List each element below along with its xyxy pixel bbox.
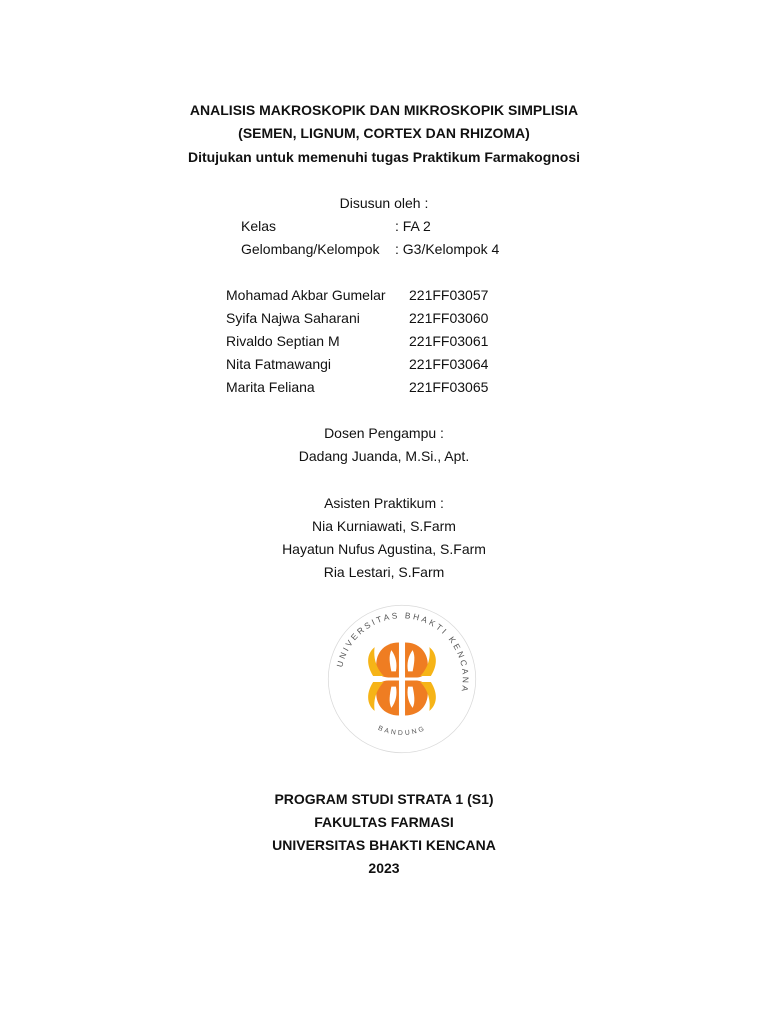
logo-bottom-text: BANDUNG xyxy=(376,724,428,737)
member-name: Rivaldo Septian M xyxy=(226,333,340,349)
footer-program: PROGRAM STUDI STRATA 1 (S1) xyxy=(274,791,494,807)
kelas-value: : FA 2 xyxy=(395,218,431,234)
member-name: Syifa Najwa Saharani xyxy=(226,310,360,326)
member-nim: 221FF03061 xyxy=(409,333,489,349)
logo-ring-text: UNIVERSITAS BHAKTI KENCANA xyxy=(334,610,471,695)
member-nim: 221FF03057 xyxy=(409,287,489,303)
member-nim: 221FF03064 xyxy=(409,356,489,372)
member-nim: 221FF03065 xyxy=(409,379,489,395)
authors-heading: Disusun oleh : xyxy=(339,195,429,211)
gelombang-value: : G3/Kelompok 4 xyxy=(395,241,500,257)
assistant-name: Nia Kurniawati, S.Farm xyxy=(312,518,456,534)
assistants-heading: Asisten Praktikum : xyxy=(324,495,444,511)
logo-emblem xyxy=(368,643,436,716)
footer-faculty: FAKULTAS FARMASI xyxy=(314,814,454,830)
member-name: Nita Fatmawangi xyxy=(226,356,332,372)
footer-university: UNIVERSITAS BHAKTI KENCANA xyxy=(272,837,496,853)
footer-year: 2023 xyxy=(368,860,400,876)
lecturer-heading: Dosen Pengampu : xyxy=(324,425,444,441)
title-line-3: Ditujukan untuk memenuhi tugas Praktikum Farmakognosi xyxy=(187,149,581,165)
title-line-1: ANALISIS MAKROSKOPIK DAN MIKROSKOPIK SIMPLISIA xyxy=(189,102,579,118)
lecturer-name: Dadang Juanda, M.Si., Apt. xyxy=(298,448,470,464)
member-name: Marita Feliana xyxy=(226,379,315,395)
member-name: Mohamad Akbar Gumelar xyxy=(226,287,386,303)
title-line-2: (SEMEN, LIGNUM, CORTEX DAN RHIZOMA) xyxy=(238,125,530,141)
gelombang-label: Gelombang/Kelompok xyxy=(241,241,380,257)
assistant-name: Hayatun Nufus Agustina, S.Farm xyxy=(282,541,486,557)
member-nim: 221FF03060 xyxy=(409,310,489,326)
kelas-label: Kelas xyxy=(241,218,277,234)
assistant-name: Ria Lestari, S.Farm xyxy=(323,564,445,580)
university-logo xyxy=(326,603,478,755)
